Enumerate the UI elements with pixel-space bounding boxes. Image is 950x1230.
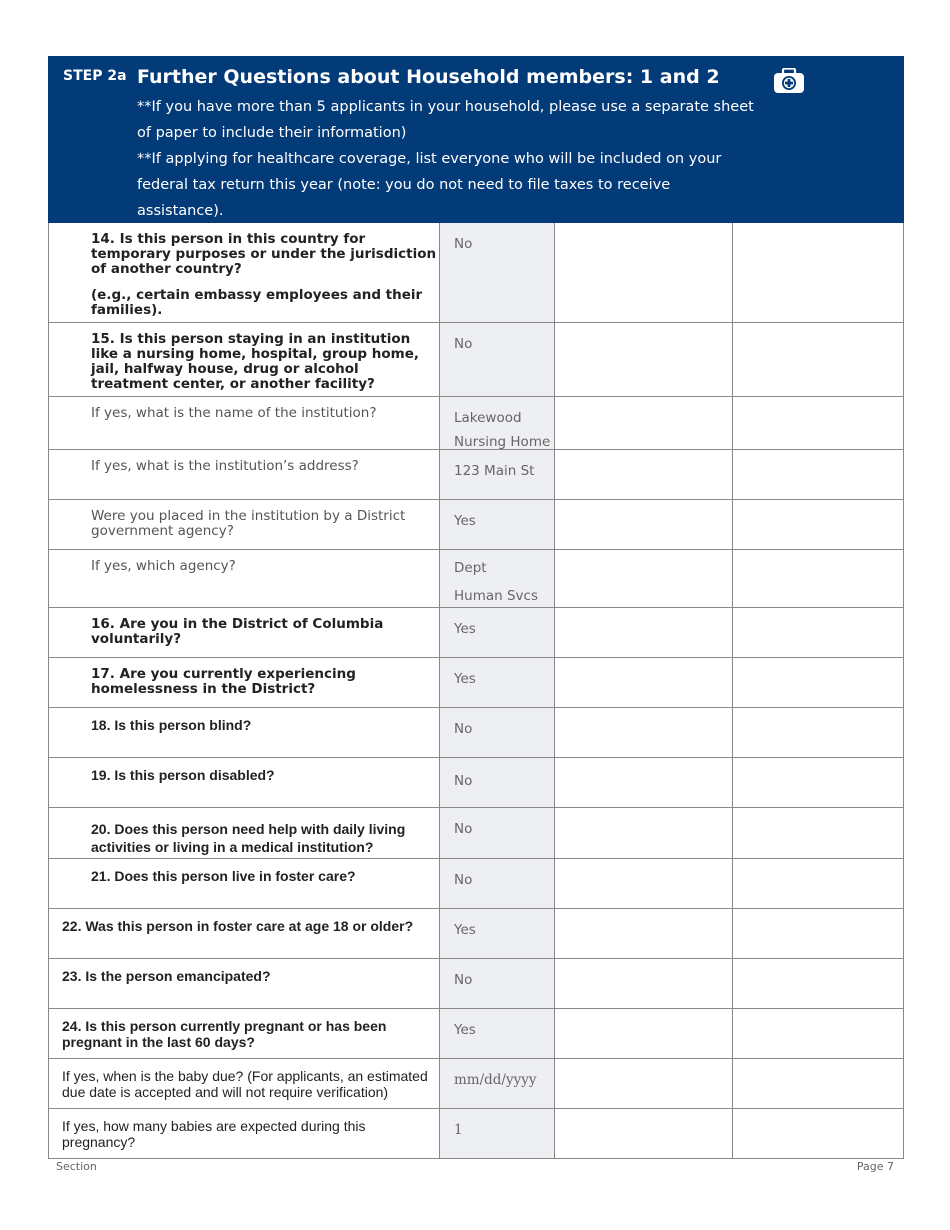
footer-page-number: Page 7 [856,1160,894,1173]
answer-field-member-2[interactable] [555,808,733,858]
footer-section-label: Section [56,1160,97,1173]
question-which-agency: If yes, which agency? [49,550,440,607]
question-22: 22. Was this person in foster care at age 18 or older? [49,909,440,958]
table-row [49,658,903,708]
answer-field-member-3[interactable] [733,708,903,757]
answer-field-member-2[interactable] [555,450,733,499]
answer-field-member-3[interactable] [733,397,903,449]
answer-field-member-2[interactable] [555,500,733,549]
questions-table [48,223,904,1159]
due-date-field[interactable]: mm/dd/yyyy [440,1059,555,1108]
answer-field-member-3[interactable] [733,909,903,958]
question-20: 20. Does this person need help with daily living activities or living in a medical institution? [49,808,440,858]
answer-field[interactable]: No [440,323,555,396]
answer-field-member-3[interactable] [733,1109,903,1158]
answer-field-member-3[interactable] [733,808,903,858]
answer-field-member-2[interactable] [555,1009,733,1058]
table-row [49,323,903,397]
answer-field[interactable]: No [440,758,555,807]
header-note-separate-sheet: **If you have more than 5 applicants in your household, please use a separate sheet of paper to include their information) [137,99,754,141]
table-row [49,550,903,608]
answer-field[interactable]: Lakewood Nursing Home [440,397,555,449]
question-note: (e.g., certain embassy employees and their families). [91,287,423,318]
answer-field-member-2[interactable] [555,608,733,657]
question-14 [49,223,440,322]
question-due-date: If yes, when is the baby due? (For applicants, an estimated due date is accepted and will not require verification) [49,1059,440,1108]
answer-field-member-3[interactable] [733,859,903,908]
question-15: 15. Is this person staying in an institution like a nursing home, hospital, group home, jail, halfway house, drug or alcohol treatment center, or another facility? [49,323,440,396]
table-row [49,450,903,500]
answer-field[interactable]: No [440,808,555,858]
answer-field[interactable]: No [440,859,555,908]
table-row [49,708,903,758]
answer-field[interactable]: 1 [440,1109,555,1158]
question-babies-expected: If yes, how many babies are expected during this pregnancy? [49,1109,440,1158]
answer-field-member-2[interactable] [555,959,733,1008]
question-18: 18. Is this person blind? [49,708,440,757]
step-header [48,56,904,223]
answer-field-member-2[interactable] [555,909,733,958]
table-row [49,859,903,909]
answer-field-member-3[interactable] [733,658,903,707]
answer-field-member-3[interactable] [733,223,903,322]
medical-kit-icon [773,68,805,98]
answer-field[interactable]: No [440,708,555,757]
table-row [49,500,903,550]
table-row [49,959,903,1009]
answer-field-member-3[interactable] [733,550,903,607]
question-text: 14. Is this person in this country for temporary purposes or under the jurisdiction of another country? [91,231,437,277]
answer-field[interactable]: Yes [440,909,555,958]
answer-field-member-2[interactable] [555,223,733,322]
answer-field-member-2[interactable] [555,758,733,807]
answer-field[interactable] [440,550,555,607]
answer-field-member-2[interactable] [555,397,733,449]
answer-field-member-3[interactable] [733,608,903,657]
answer-field-member-2[interactable] [555,1109,733,1158]
answer-field-member-3[interactable] [733,959,903,1008]
answer-field-member-3[interactable] [733,500,903,549]
question-17: 17. Are you currently experiencing homelessness in the District? [49,658,440,707]
answer-field-member-2[interactable] [555,1059,733,1108]
section-title: Further Questions about Household members: 1 and 2 [137,66,720,88]
question-institution-address: If yes, what is the institution’s address? [49,450,440,499]
question-16: 16. Are you in the District of Columbia voluntarily? [49,608,440,657]
answer-field-member-2[interactable] [555,658,733,707]
answer-field-member-3[interactable] [733,1009,903,1058]
question-21: 21. Does this person live in foster care? [49,859,440,908]
answer-field[interactable]: 123 Main St [440,450,555,499]
question-19: 19. Is this person disabled? [49,758,440,807]
answer-field-member-2[interactable] [555,708,733,757]
table-row [49,808,903,859]
table-row [49,1109,903,1159]
answer-line-2: Human Svcs [454,588,538,604]
answer-field-member-3[interactable] [733,323,903,396]
answer-field-member-3[interactable] [733,1059,903,1108]
table-row [49,397,903,450]
step-label: STEP 2a [63,68,127,84]
table-row [49,758,903,808]
answer-field[interactable]: Yes [440,658,555,707]
answer-field-member-3[interactable] [733,758,903,807]
answer-field[interactable]: No [440,959,555,1008]
answer-field-member-2[interactable] [555,550,733,607]
answer-field[interactable]: No [440,223,555,322]
table-row [49,608,903,658]
form-page [48,56,904,1159]
question-23: 23. Is the person emancipated? [49,959,440,1008]
answer-field[interactable]: Yes [440,1009,555,1058]
question-24: 24. Is this person currently pregnant or has been pregnant in the last 60 days? [49,1009,440,1058]
question-institution-name: If yes, what is the name of the institution? [49,397,440,449]
table-row [49,1059,903,1109]
question-placed-by-agency: Were you placed in the institution by a District government agency? [49,500,440,549]
header-note-tax-return: **If applying for healthcare coverage, list everyone who will be included on your federal tax return this year (note: you do not need to file taxes to receive assistance). [137,151,722,219]
answer-line-1: Dept [454,560,487,576]
table-row [49,909,903,959]
answer-field-member-3[interactable] [733,450,903,499]
table-row [49,223,903,323]
answer-field[interactable]: Yes [440,500,555,549]
answer-field-member-2[interactable] [555,323,733,396]
answer-field-member-2[interactable] [555,859,733,908]
answer-field[interactable]: Yes [440,608,555,657]
table-row [49,1009,903,1059]
